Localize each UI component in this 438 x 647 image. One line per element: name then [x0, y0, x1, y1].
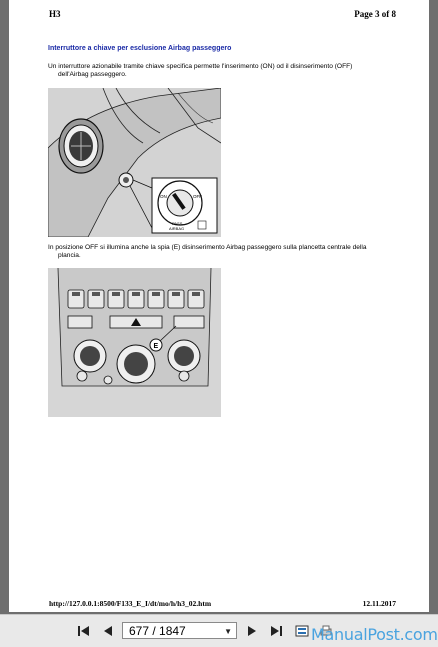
figure-airbag-key-switch	[48, 88, 221, 237]
watermark-logo: ManualPost.com	[311, 625, 438, 644]
section-title: Interruttore a chiave per esclusione Airbag passeggero	[48, 45, 232, 52]
paragraph-line: In posizione OFF si illumina anche la spia (E) disinserimento Airbag passeggero sulla plancetta centrale della	[48, 244, 367, 251]
paragraph-line: dell'Airbag passeggero.	[58, 71, 127, 78]
viewer-toolbar	[0, 614, 438, 647]
first-page-icon[interactable]	[76, 623, 92, 639]
paragraph-key-switch	[48, 63, 398, 79]
paragraph-line: plancia.	[58, 252, 81, 259]
label-pass: PASS	[172, 221, 183, 226]
label-airbag: AIRBAG	[169, 226, 185, 231]
last-page-icon[interactable]	[268, 623, 284, 639]
next-page-icon[interactable]	[244, 623, 260, 639]
footer-url: http://127.0.0.1:8500/F133_E_I/dt/mo/h/h3_02.htm	[49, 599, 212, 608]
previous-page-icon[interactable]	[100, 623, 116, 639]
figure-center-console-panel	[48, 268, 221, 417]
footer-date: 12.11.2017	[362, 599, 396, 608]
page-number-select[interactable]	[122, 622, 237, 639]
chevron-down-icon: ▼	[224, 627, 232, 636]
callout-e: E	[153, 343, 159, 350]
page-number-value: 677 / 1847	[129, 624, 186, 638]
page-thumbnails-icon[interactable]	[294, 623, 310, 639]
page-header-code: H3	[49, 9, 61, 19]
page-header-number: Page 3 of 8	[354, 9, 396, 19]
paragraph-warning-light	[48, 244, 398, 260]
document-page	[9, 0, 429, 612]
label-on: ON	[160, 194, 167, 199]
label-off: OFF	[193, 194, 202, 199]
paragraph-line: Un interruttore azionabile tramite chiave specifica permette l'inserimento (ON) od il disinserimento (OFF)	[48, 63, 353, 70]
